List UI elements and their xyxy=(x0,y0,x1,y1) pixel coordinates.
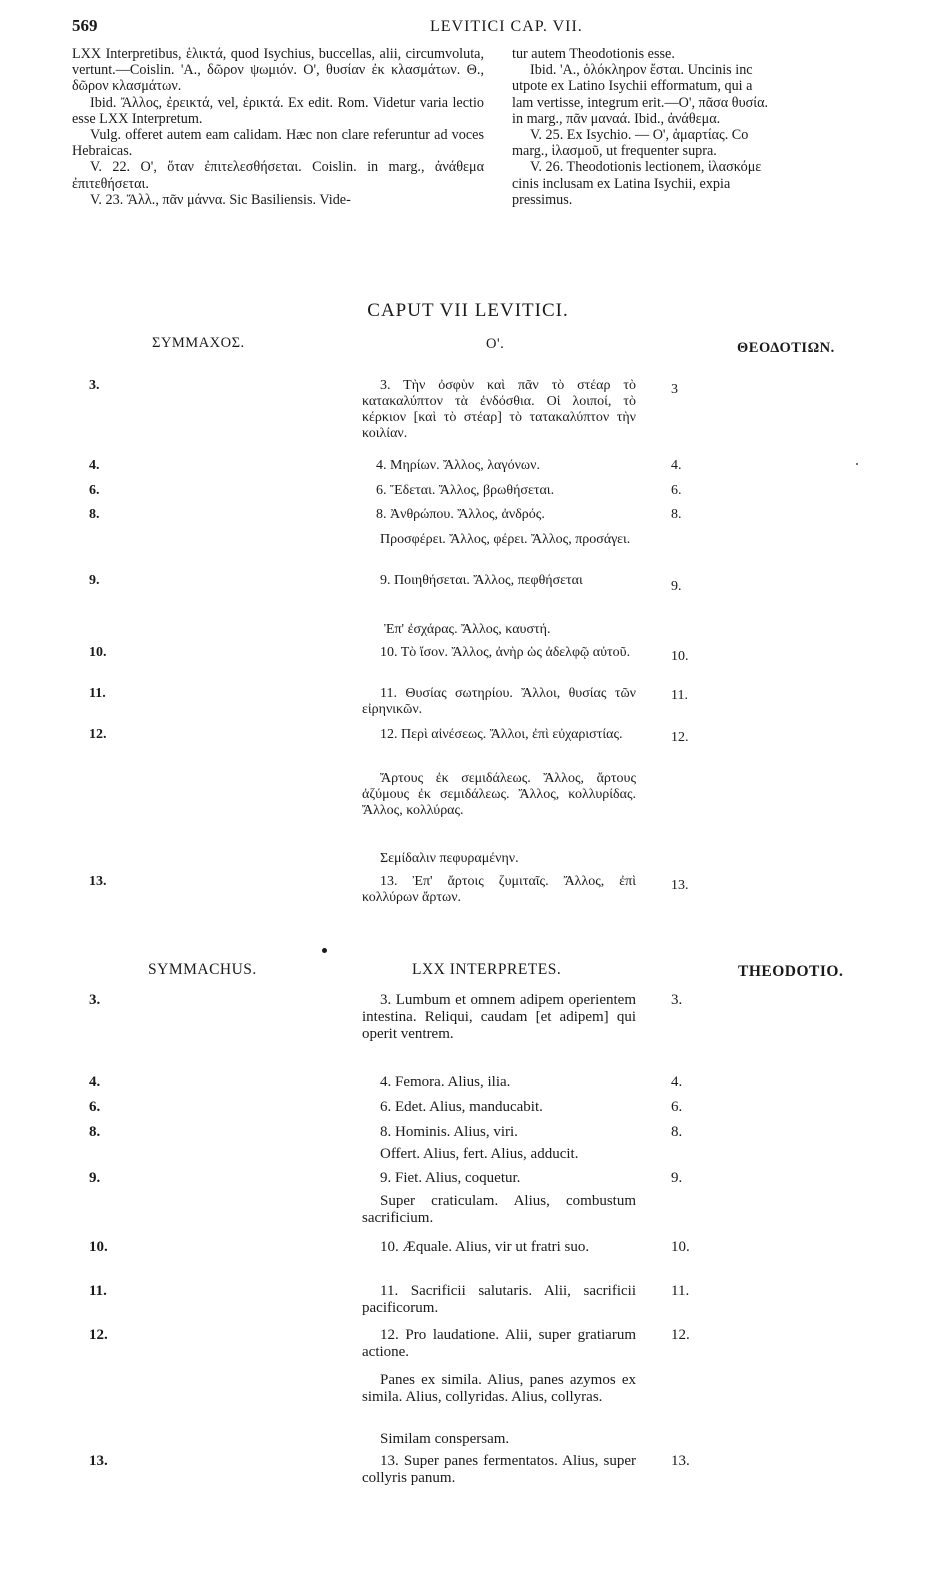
note-line: marg., ἱλασμοῦ, ut frequenter supra. xyxy=(512,143,717,160)
note-line: V. 26. Theodotionis lectionem, ἱλασκόμε xyxy=(530,159,762,176)
verse-text: Panes ex simila. Alius, panes azymos ex simila. Alius, collyridas. Alius, collyras. xyxy=(362,1372,636,1405)
note-line: tur autem Theodotionis esse. xyxy=(512,46,675,62)
verse-text: 10. Τὸ ἴσον. Ἄλλος, ἀνὴρ ὡς ἀδελφῷ αὐτοῦ. xyxy=(380,645,631,660)
verse-text: 6. Ἔδεται. Ἄλλος, βρωθήσεται. xyxy=(376,483,555,498)
verse-number-left: 9. xyxy=(89,1170,101,1186)
note-paragraph: V. 22. Ο', ὅταν ἐπιτελεσθήσεται. Coislin. in marg., ἀνάθεμα ἐπιτεθήσεται. xyxy=(72,159,484,192)
verse-number-left: 13. xyxy=(89,1453,108,1469)
lxx-greek-header: Ο'. xyxy=(486,336,505,352)
verse-number-left: 8. xyxy=(89,1124,101,1140)
note-line: in marg., πᾶν μαναά. Ibid., ἀνάθεμα. xyxy=(512,110,721,127)
note-line: utpote ex Latino Isychii efformatum, qui a xyxy=(512,78,753,95)
verse-number-left: 12. xyxy=(89,1327,108,1343)
verse-text: 8. Hominis. Alius, viri. xyxy=(380,1124,518,1140)
verse-text: Ἄρτους ἐκ σεμιδάλεως. Ἄλλος, ἄρτους ἀζύμους ἐκ σεμιδάλεως. Ἄλλος, κολλυρίδας. Ἄλλος, κολλύρας. xyxy=(362,771,636,818)
lxx-latin-header: LXX INTERPRETES. xyxy=(412,961,562,978)
verse-number-right: 4. xyxy=(671,1074,683,1090)
verse-text: 3. Lumbum et omnem adipem operientem intestina. Reliqui, caudam [et adipem] qui operit ventrem. xyxy=(362,992,636,1042)
verse-text: 6. Edet. Alius, manducabit. xyxy=(380,1099,543,1115)
verse-text: 9. Fiet. Alius, coquetur. xyxy=(380,1170,521,1186)
verse-text: 11. Θυσίας σωτηρίου. Ἄλλοι, θυσίας τῶν εἰρηνικῶν. xyxy=(362,686,636,717)
note-paragraph: V. 23. Ἄλλ., πᾶν μάννα. Sic Basiliensis. Vide- xyxy=(90,191,351,208)
verse-text: 12. Περὶ αἰνέσεως. Ἄλλοι, ἐπὶ εὐχαριστίας. xyxy=(380,727,623,742)
verse-number-right: 8. xyxy=(671,507,682,522)
theodotio-latin-header: THEODOTIO. xyxy=(738,963,844,980)
verse-number-left: 4. xyxy=(89,458,100,473)
verse-number-right: 11. xyxy=(671,688,688,703)
verse-number-left: 10. xyxy=(89,1239,108,1255)
chapter-title: CAPUT VII LEVITICI. xyxy=(367,300,569,321)
verse-number-right: 10. xyxy=(671,1239,690,1255)
verse-text: 8. Ἀνθρώπου. Ἄλλος, ἀνδρός. xyxy=(376,507,545,522)
verse-text: 13. Super panes fermentatos. Alius, super collyris panum. xyxy=(362,1453,636,1486)
note-paragraph: Vulg. offeret autem eam calidam. Hæc non clare referuntur ad voces Hebraicas. xyxy=(72,127,484,160)
note-line: V. 25. Ex Isychio. — Ο', ἁμαρτίας. Co xyxy=(530,127,749,144)
verse-text: Similam conspersam. xyxy=(380,1431,510,1447)
notes-left-column xyxy=(72,46,484,208)
verse-number-right: 9. xyxy=(671,579,682,594)
verse-number-right: 11. xyxy=(671,1283,690,1299)
verse-number-right: 8. xyxy=(671,1124,683,1140)
theodotion-greek-header: ΘΕΟΔΟΤΙΩΝ. xyxy=(737,340,835,356)
verse-number-right: 4. xyxy=(671,458,682,473)
verse-number-right: 10. xyxy=(671,649,689,664)
running-title: LEVITICI CAP. VII. xyxy=(430,18,583,35)
verse-number-right: 6. xyxy=(671,483,682,498)
verse-text: 12. Pro laudatione. Alii, super gratiarum actione. xyxy=(362,1327,636,1360)
verse-text: 11. Sacrificii salutaris. Alii, sacrificii pacificorum. xyxy=(362,1283,636,1316)
verse-number-right: 3 xyxy=(671,382,678,397)
note-line: Ibid. 'Α., ὁλόκληρον ἔσται. Uncinis inc xyxy=(530,62,753,79)
note-paragraph: LXX Interpretibus, ἑλικτά, quod Isychius, buccellas, alii, circumvoluta, vertunt.—Coislin. 'Α., δῶρον ψωμιόν. Ο', θυσίαν ἐκ κλασμάτων. Θ., δῶρον κλασμάτων. xyxy=(72,46,484,95)
verse-number-left: 9. xyxy=(89,573,100,588)
page-number: 569 xyxy=(72,16,98,35)
verse-text: 10. Æquale. Alius, vir ut fratri suo. xyxy=(380,1239,590,1255)
verse-text: 3. Τὴν ὀσφὺν καὶ πᾶν τὸ στέαρ τὸ κατακαλύπτον τὰ ἐνδόσθια. Οἱ λοιποί, τὸ κέρκιον [καὶ τὸ στέαρ] τὸ τατακαλύπτον τὴν κοιλίαν. xyxy=(362,378,636,441)
verse-number-left: 3. xyxy=(89,992,101,1008)
verse-number-left: 13. xyxy=(89,874,107,889)
verse-text: Σεμίδαλιν πεφυραμένην. xyxy=(380,851,519,866)
verse-number-right: 12. xyxy=(671,730,689,745)
notes-right-column xyxy=(512,46,859,208)
verse-number-right: 9. xyxy=(671,1170,683,1186)
verse-number-right: 6. xyxy=(671,1099,683,1115)
verse-number-right: 13. xyxy=(671,1453,690,1469)
section-divider-dot xyxy=(322,948,327,953)
verse-number-right: 12. xyxy=(671,1327,690,1343)
verse-text: 4. Femora. Alius, ilia. xyxy=(380,1074,511,1090)
verse-text: 9. Ποιηθήσεται. Ἄλλος, πεφθήσεται xyxy=(380,573,583,588)
verse-text: Super craticulam. Alius, combustum sacrificium. xyxy=(362,1193,636,1226)
verse-number-left: 6. xyxy=(89,483,100,498)
verse-number-left: 4. xyxy=(89,1074,101,1090)
symmachus-greek-header: ΣΥΜΜΑΧΟΣ. xyxy=(152,335,245,351)
verse-number-left: 10. xyxy=(89,645,107,660)
verse-text: 13. Ἐπ' ἄρτοις ζυμιταῖς. Ἄλλος, ἐπὶ κολλύρων ἄρτων. xyxy=(362,874,636,905)
verse-number-left: 6. xyxy=(89,1099,101,1115)
note-line: lam vertisse, integrum erit.—Ο', πᾶσα θυσία. xyxy=(512,94,769,111)
verse-text: 4. Μηρίων. Ἄλλος, λαγόνων. xyxy=(376,458,540,473)
verse-number-left: 3. xyxy=(89,378,100,393)
verse-number-left: 11. xyxy=(89,686,106,701)
note-line: cinis inclusam ex Latina Isychii, expia xyxy=(512,175,731,192)
verse-number-left: 8. xyxy=(89,507,100,522)
verse-number-right: 13. xyxy=(671,878,689,893)
verse-text: Προσφέρει. Ἄλλος, φέρει. Ἄλλος, προσάγει. xyxy=(380,532,631,547)
verse-number-left: 11. xyxy=(89,1283,107,1299)
verse-text: Offert. Alius, fert. Alius, adducit. xyxy=(380,1146,579,1162)
note-line: pressimus. xyxy=(512,191,573,208)
verse-number-right: 3. xyxy=(671,992,683,1008)
symmachus-latin-header: SYMMACHUS. xyxy=(148,961,257,978)
stray-mark xyxy=(856,463,858,465)
verse-text: Ἐπ' ἐσχάρας. Ἄλλος, καυστή. xyxy=(384,622,551,637)
note-paragraph: Ibid. Ἄλλος, ἐρεικτά, vel, ἐρικτά. Ex edit. Rom. Videtur varia lectio esse LXX Interpretum. xyxy=(72,94,484,127)
verse-number-left: 12. xyxy=(89,727,107,742)
